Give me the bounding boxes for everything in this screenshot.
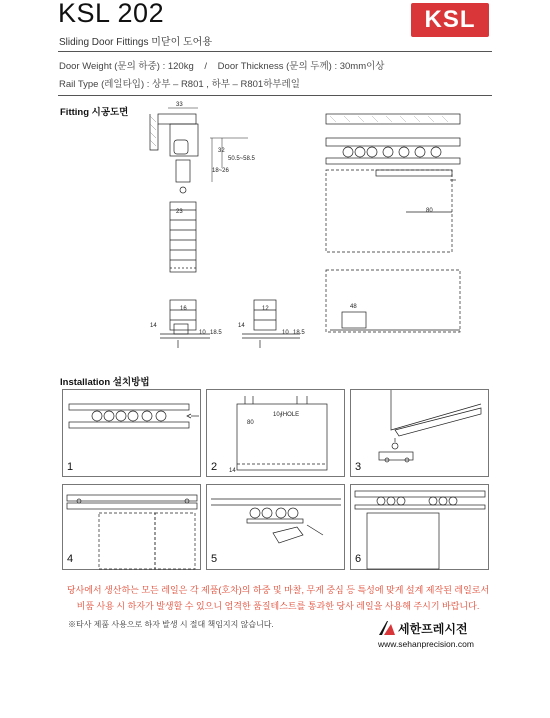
step-6-label: 6 [355,553,362,565]
dim-14b: 14 [238,323,245,329]
header-divider [58,51,492,52]
dim-18-5b: 18.5 [293,330,305,336]
step-1-panel [62,389,201,477]
dim-18-5a: 18.5 [210,330,222,336]
spec-divider [58,95,492,96]
door-weight-text: Door Weight (문의 하중) : 120kg [59,61,194,72]
product-subtitle: Sliding Door Fittings 미닫이 도어용 [59,37,212,48]
step-3-label: 3 [355,461,362,473]
step-2-diagram [207,390,346,478]
dim-23: 23 [176,209,183,215]
door-weight-spec [59,58,384,72]
step-3-panel [350,389,489,477]
warning-line-1: 당사에서 생산하는 모든 레일은 각 제품(호차)의 하중 및 마찰, 무게 중심 등 특성에 맞게 설계 제작된 레일로서 [66,585,490,595]
dim-16: 16 [180,306,187,312]
step-5-panel [206,484,345,570]
dim-14a: 14 [150,323,157,329]
product-title: KSL 202 [58,0,165,28]
dim-33: 33 [176,102,183,108]
hole-label: 10∮HOLE [273,412,300,418]
step-2-label: 2 [211,461,218,473]
sehan-logo-icon [379,621,395,635]
spec-separator: / [204,61,208,72]
door-thickness-text: Door Thickness (문의 두께) : 30mm이상 [217,61,385,72]
step-4-panel [62,484,201,570]
installation-heading: Installation 설치방법 [60,377,150,388]
dim-50-5: 50.5~58.5 [228,156,255,162]
step-2-dim-80: 80 [247,420,254,426]
dim-48: 48 [350,304,357,310]
dim-10b: 10 [282,330,289,336]
step-4-diagram [63,485,202,571]
step-6-panel [350,484,489,570]
dim-10a: 10 [199,330,206,336]
warning-line-2: 비품 사용 시 하자가 발생할 수 있으니 엄격한 품질테스트를 통과한 당사 레일을 사용해 주시기 바랍니다. [76,601,480,611]
dim-18-26: 18~26 [212,168,229,174]
ksl-logo: KSL [411,3,489,37]
step-5-diagram [207,485,346,571]
disclaimer: ※타사 제품 사용으로 하자 발생 시 절대 책임지지 않습니다. [68,620,274,629]
fitting-heading: Fitting 시공도면 [60,107,129,118]
step-2-panel [206,389,345,477]
step-1-diagram [63,390,202,478]
company-name: 세한프레시전 [398,622,468,636]
step-5-label: 5 [211,553,218,565]
step-6-diagram [351,485,490,571]
step-4-label: 4 [67,553,74,565]
rail-type-spec: Rail Type (레일타입) : 상부 – R801 , 하부 – R801하부레일 [59,79,300,90]
dim-32: 32 [218,148,225,154]
dim-80: 80 [426,208,433,214]
step-2-dim-14: 14 [229,468,236,474]
dim-12: 12 [262,306,269,312]
step-1-label: 1 [67,461,74,473]
company-website[interactable]: www.sehanprecision.com [378,639,474,649]
fitting-drawing [130,100,490,350]
step-3-diagram [351,390,490,478]
